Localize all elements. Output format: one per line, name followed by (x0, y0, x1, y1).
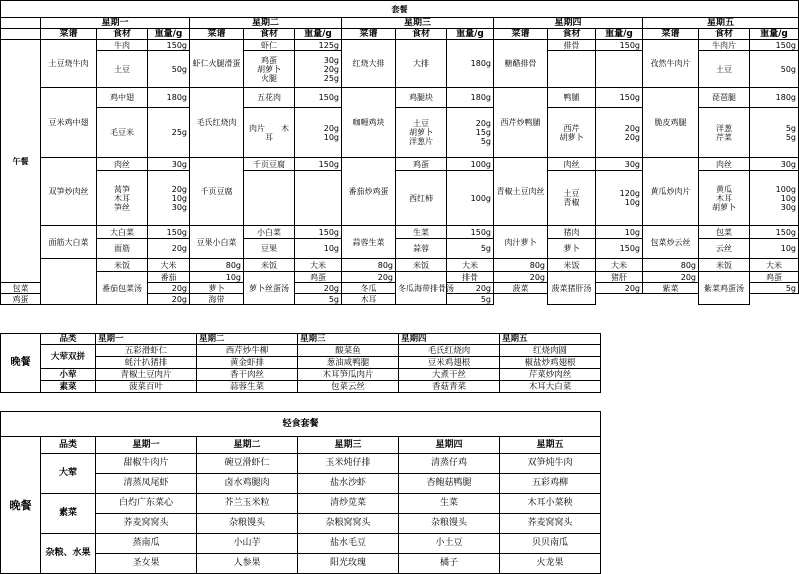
menu-item: 香干肉丝 (197, 369, 298, 381)
dish-name: 米饭 (396, 259, 447, 272)
ingredient: 莴笋 木耳 笋丝 (97, 171, 148, 226)
ingredient: 鸡中翅 (97, 88, 148, 108)
menu-item: 贝贝南瓜 (500, 534, 601, 554)
day-header: 星期二 (190, 18, 342, 29)
column-header: 菜谱 (342, 29, 396, 40)
menu-item: 香菇青菜 (399, 381, 500, 393)
weight: 5g (447, 294, 494, 305)
weight: 5g (750, 283, 799, 294)
ingredient: 洋葱 芹菜 (699, 108, 750, 158)
weight: 20g 10g (295, 108, 342, 158)
weight: 20g (643, 272, 699, 283)
column-header: 重量/g (295, 29, 342, 40)
menu-item: 蒜蓉生菜 (197, 381, 298, 393)
dish-name: 红烧大排 (342, 40, 396, 88)
menu-item: 椒盐炒鸡翅根 (500, 357, 601, 369)
category-label: 杂粮、水果 (41, 534, 96, 574)
menu-item: 小山芋 (197, 534, 298, 554)
menu-item: 火龙果 (500, 554, 601, 574)
dish-name: 包菜炒云丝 (643, 226, 699, 259)
category-label: 素菜 (41, 494, 96, 534)
menu-item: 杂粮馒头 (399, 514, 500, 534)
menu-item: 木耳小菜秧 (500, 494, 601, 514)
weight: 80g (342, 259, 396, 272)
menu-item: 木耳大白菜 (500, 381, 601, 393)
weight: 50g (750, 51, 799, 88)
category-header: 品类 (41, 437, 96, 454)
dish-name: 西芹炒鸭脯 (494, 88, 548, 158)
menu-item: 葱油咸鸭腿 (298, 357, 399, 369)
weight: 80g (643, 259, 699, 272)
menu-item: 甜椒牛肉片 (96, 454, 197, 474)
day-header: 星期四 (399, 334, 500, 345)
ingredient: 萝卜 (548, 239, 596, 259)
column-header: 食材 (396, 29, 447, 40)
weight: 20g (342, 272, 396, 283)
menu-item: 小土豆 (399, 534, 500, 554)
weight: 120g 10g (596, 171, 643, 226)
weight: 80g (190, 259, 244, 272)
ingredient: 牛肉片 (699, 40, 750, 51)
day-header: 星期二 (197, 437, 298, 454)
ingredient: 鸡蛋 胡萝卜 火腿 (244, 51, 295, 88)
weight: 80g (494, 259, 548, 272)
weight: 150g (596, 88, 643, 108)
dish-name: 青椒土豆肉丝 (494, 158, 548, 226)
section-title-light-meal: 轻食套餐 (1, 412, 601, 437)
weight: 150g (295, 226, 342, 239)
menu-item: 荞麦窝窝头 (500, 514, 601, 534)
day-header: 星期四 (494, 18, 643, 29)
menu-item: 杂粮窝窝头 (298, 514, 399, 534)
corner-cell (1, 29, 41, 40)
ingredient: 鸡蛋 (295, 272, 342, 283)
ingredient: 海带 (190, 294, 244, 305)
menu-item: 蚝汁扒猪排 (96, 357, 197, 369)
weight (596, 51, 643, 88)
category-label: 小荤 (41, 369, 96, 381)
ingredient: 西芹 胡萝卜 (548, 108, 596, 158)
menu-item: 盐水沙虾 (298, 474, 399, 494)
weight: 5g 5g (750, 108, 799, 158)
weight: 20g 10g 30g (148, 171, 190, 226)
column-header: 菜谱 (643, 29, 699, 40)
dish-name: 黄瓜炒肉片 (643, 158, 699, 226)
weight: 10g (295, 239, 342, 259)
menu-item: 圣女果 (96, 554, 197, 574)
menu-item: 卤水鸡腿肉 (197, 474, 298, 494)
day-header: 星期三 (342, 18, 494, 29)
weight: 10g (596, 226, 643, 239)
column-header: 重量/g (148, 29, 190, 40)
menu-item: 白灼广东菜心 (96, 494, 197, 514)
ingredient: 包菜 (1, 283, 41, 294)
weight: 150g (750, 40, 799, 51)
ingredient: 菠菜 (494, 283, 548, 294)
ingredient: 肉丝 (97, 158, 148, 171)
menu-item: 清炒苋菜 (298, 494, 399, 514)
ingredient: 猪肝 (596, 272, 643, 283)
ingredient: 虾仁 (244, 40, 295, 51)
ingredient: 包菜 (699, 226, 750, 239)
weight: 30g (148, 158, 190, 171)
dish-name: 番茄炒鸡蛋 (342, 158, 396, 226)
menu-item: 荞麦窝窝头 (96, 514, 197, 534)
menu-item: 生菜 (399, 494, 500, 514)
ingredient: 鸡蛋 (750, 272, 799, 283)
ingredient: 大米 (148, 259, 190, 272)
weight: 180g (447, 40, 494, 88)
day-header: 星期三 (298, 334, 399, 345)
menu-item: 清蒸仔鸡 (399, 454, 500, 474)
weight: 20g 15g 5g (447, 108, 494, 158)
ingredient: 琵琶腿 (699, 88, 750, 108)
ingredient: 肉片 木 耳 (244, 108, 295, 158)
ingredient: 土豆 (97, 51, 148, 88)
weight: 100g (447, 171, 494, 226)
ingredient: 土豆 胡萝卜 洋葱片 (396, 108, 447, 158)
ingredient: 土豆 青椒 (548, 171, 596, 226)
menu-item: 玉米炖仔排 (298, 454, 399, 474)
dish-name: 土豆烧牛肉 (41, 40, 97, 88)
ingredient: 小白菜 (244, 226, 295, 239)
weight: 150g (148, 226, 190, 239)
weight: 20g (148, 294, 190, 305)
menu-item: 盐水毛豆 (298, 534, 399, 554)
menu-item: 人参果 (197, 554, 298, 574)
dish-name: 米饭 (244, 259, 295, 272)
weight: 20g (596, 283, 643, 294)
day-header: 星期一 (41, 18, 190, 29)
dish-name: 面筋大白菜 (41, 226, 97, 259)
ingredient: 大米 (295, 259, 342, 272)
menu-item: 菠菜百叶 (96, 381, 197, 393)
column-header: 菜谱 (41, 29, 97, 40)
dish-name: 毛氏红烧肉 (190, 88, 244, 158)
dish-name: 蒜蓉生菜 (342, 226, 396, 259)
menu-item: 芥兰玉米粒 (197, 494, 298, 514)
column-header: 食材 (548, 29, 596, 40)
ingredient: 云丝 (699, 239, 750, 259)
ingredient: 大排 (396, 40, 447, 88)
menu-item: 黄金虾排 (197, 357, 298, 369)
ingredient: 豆果 (244, 239, 295, 259)
menu-item: 豆米鸡翅根 (399, 357, 500, 369)
ingredient: 黄瓜 木耳 胡萝卜 (699, 171, 750, 226)
dish-name: 双笋炒肉丝 (41, 158, 97, 226)
weight: 20g (447, 283, 494, 294)
dish-name: 虾仁火腿滑蛋 (190, 40, 244, 88)
weight: 180g (148, 88, 190, 108)
menu-item: 红烧肉圆 (500, 345, 601, 357)
weight: 10g (190, 272, 244, 283)
dish-name: 米饭 (97, 259, 148, 272)
menu-item: 包菜云丝 (298, 381, 399, 393)
weight: 50g (148, 51, 190, 88)
day-header: 星期一 (96, 437, 197, 454)
weight: 20g (295, 283, 342, 294)
menu-item: 杏鲍菇鸭腿 (399, 474, 500, 494)
dish-name: 咖喱鸡块 (342, 88, 396, 158)
ingredient: 毛豆米 (97, 108, 148, 158)
weight: 5g (447, 239, 494, 259)
menu-item: 西芹炒牛柳 (197, 345, 298, 357)
menu-item: 青椒土豆肉片 (96, 369, 197, 381)
category-label: 大荤双拼 (41, 345, 96, 369)
ingredient: 紫菜 (643, 283, 699, 294)
weight: 150g (295, 88, 342, 108)
dish-name: 糖醋排骨 (494, 40, 548, 88)
corner-cell (1, 18, 41, 29)
weight: 150g (295, 158, 342, 171)
ingredient: 鸡蛋 (396, 158, 447, 171)
dish-name: 紫菜鸡蛋汤 (699, 272, 750, 305)
weight: 30g (750, 158, 799, 171)
day-header: 星期五 (643, 18, 799, 29)
dinner-menu-table (0, 333, 601, 393)
menu-item: 碗豆滑虾仁 (197, 454, 298, 474)
ingredient: 排骨 (548, 40, 596, 51)
meal-label-lunch: 午餐 (1, 40, 41, 283)
menu-item: 五彩滑虾仁 (96, 345, 197, 357)
dish-name: 脆皮鸡腿 (643, 88, 699, 158)
weight: 100g 10g 30g (750, 171, 799, 226)
weight: 25g (148, 108, 190, 158)
menu-item: 清蒸凤尾虾 (96, 474, 197, 494)
ingredient: 番茄 (148, 272, 190, 283)
ingredient (244, 171, 295, 226)
day-header: 星期五 (500, 334, 601, 345)
day-header: 星期五 (500, 437, 601, 454)
category-label: 素菜 (41, 381, 96, 393)
meal-label-blank (41, 259, 97, 305)
weight: 30g (596, 158, 643, 171)
weight: 180g (447, 88, 494, 108)
ingredient: 鸭脯 (548, 88, 596, 108)
weight: 125g (295, 40, 342, 51)
day-header: 星期三 (298, 437, 399, 454)
column-header: 食材 (699, 29, 750, 40)
category-label: 大荤 (41, 454, 96, 494)
ingredient (548, 51, 596, 88)
ingredient: 肉丝 (548, 158, 596, 171)
dish-name: 冬瓜海带排骨汤 (396, 272, 447, 305)
column-header: 菜谱 (494, 29, 548, 40)
ingredient: 西红柿 (396, 171, 447, 226)
day-header: 星期二 (197, 334, 298, 345)
menu-item: 阳光玫瑰 (298, 554, 399, 574)
category-header: 品类 (41, 334, 96, 345)
ingredient: 鸡腿块 (396, 88, 447, 108)
weight: 150g (148, 40, 190, 51)
menu-item: 杂粮馒头 (197, 514, 298, 534)
ingredient: 肉丝 (699, 158, 750, 171)
ingredient: 大米 (596, 259, 643, 272)
dish-name: 番茄包菜汤 (97, 272, 148, 305)
weight: 20g 20g (596, 108, 643, 158)
ingredient: 冬瓜 (342, 283, 396, 294)
weight: 150g (596, 40, 643, 51)
ingredient: 生菜 (396, 226, 447, 239)
meal-label-dinner-light: 晚餐 (1, 437, 41, 574)
weight: 20g (148, 283, 190, 294)
dish-name: 豆米鸡中翅 (41, 88, 97, 158)
dish-name: 米饭 (699, 259, 750, 272)
day-header: 星期一 (96, 334, 197, 345)
menu-item: 五彩鸡柳 (500, 474, 601, 494)
weight: 100g (447, 158, 494, 171)
ingredient: 萝卜 (190, 283, 244, 294)
menu-item: 大煮干丝 (399, 369, 500, 381)
menu-item: 蒸南瓜 (96, 534, 197, 554)
section-title-taocan: 套餐 (1, 1, 799, 18)
dish-name: 米饭 (548, 259, 596, 272)
meal-label-dinner: 晚餐 (1, 334, 41, 393)
column-header: 重量/g (750, 29, 799, 40)
ingredient: 木耳 (342, 294, 396, 305)
menu-item: 双笋炖牛肉 (500, 454, 601, 474)
column-header: 菜谱 (190, 29, 244, 40)
ingredient: 大白菜 (97, 226, 148, 239)
menu-item: 酸菜鱼 (298, 345, 399, 357)
ingredient: 土豆 (699, 51, 750, 88)
menu-item: 毛氏红烧肉 (399, 345, 500, 357)
day-header: 星期四 (399, 437, 500, 454)
weight: 30g 20g 25g (295, 51, 342, 88)
ingredient: 面筋 (97, 239, 148, 259)
ingredient: 牛肉 (97, 40, 148, 51)
dish-name: 孜然牛肉片 (643, 40, 699, 88)
column-header: 食材 (244, 29, 295, 40)
weight: 150g (750, 226, 799, 239)
ingredient: 排骨 (447, 272, 494, 283)
menu-item: 芹菜炒肉丝 (500, 369, 601, 381)
column-header: 食材 (97, 29, 148, 40)
menu-item: 橘子 (399, 554, 500, 574)
ingredient: 五花肉 (244, 88, 295, 108)
dish-name: 萝卜丝蛋汤 (244, 272, 295, 305)
dish-name: 菠菜猪肝汤 (548, 272, 596, 305)
weight: 150g (447, 226, 494, 239)
ingredient: 大米 (447, 259, 494, 272)
ingredient: 千页豆腐 (244, 158, 295, 171)
weight: 5g (295, 294, 342, 305)
weight: 180g (750, 88, 799, 108)
weight: 150g (596, 239, 643, 259)
menu-item: 木耳笋瓜肉片 (298, 369, 399, 381)
dish-name: 千页豆腐 (190, 158, 244, 226)
dish-name: 肉汁萝卜 (494, 226, 548, 259)
weight (295, 171, 342, 226)
column-header: 重量/g (447, 29, 494, 40)
ingredient: 鸡蛋 (1, 294, 41, 305)
weight: 10g (750, 239, 799, 259)
light-meal-table (0, 411, 601, 574)
weight: 20g (148, 239, 190, 259)
column-header: 重量/g (596, 29, 643, 40)
ingredient: 大米 (750, 259, 799, 272)
dish-name: 豆果小白菜 (190, 226, 244, 259)
ingredient: 蒜蓉 (396, 239, 447, 259)
ingredient: 猪肉 (548, 226, 596, 239)
weight: 20g (494, 272, 548, 283)
